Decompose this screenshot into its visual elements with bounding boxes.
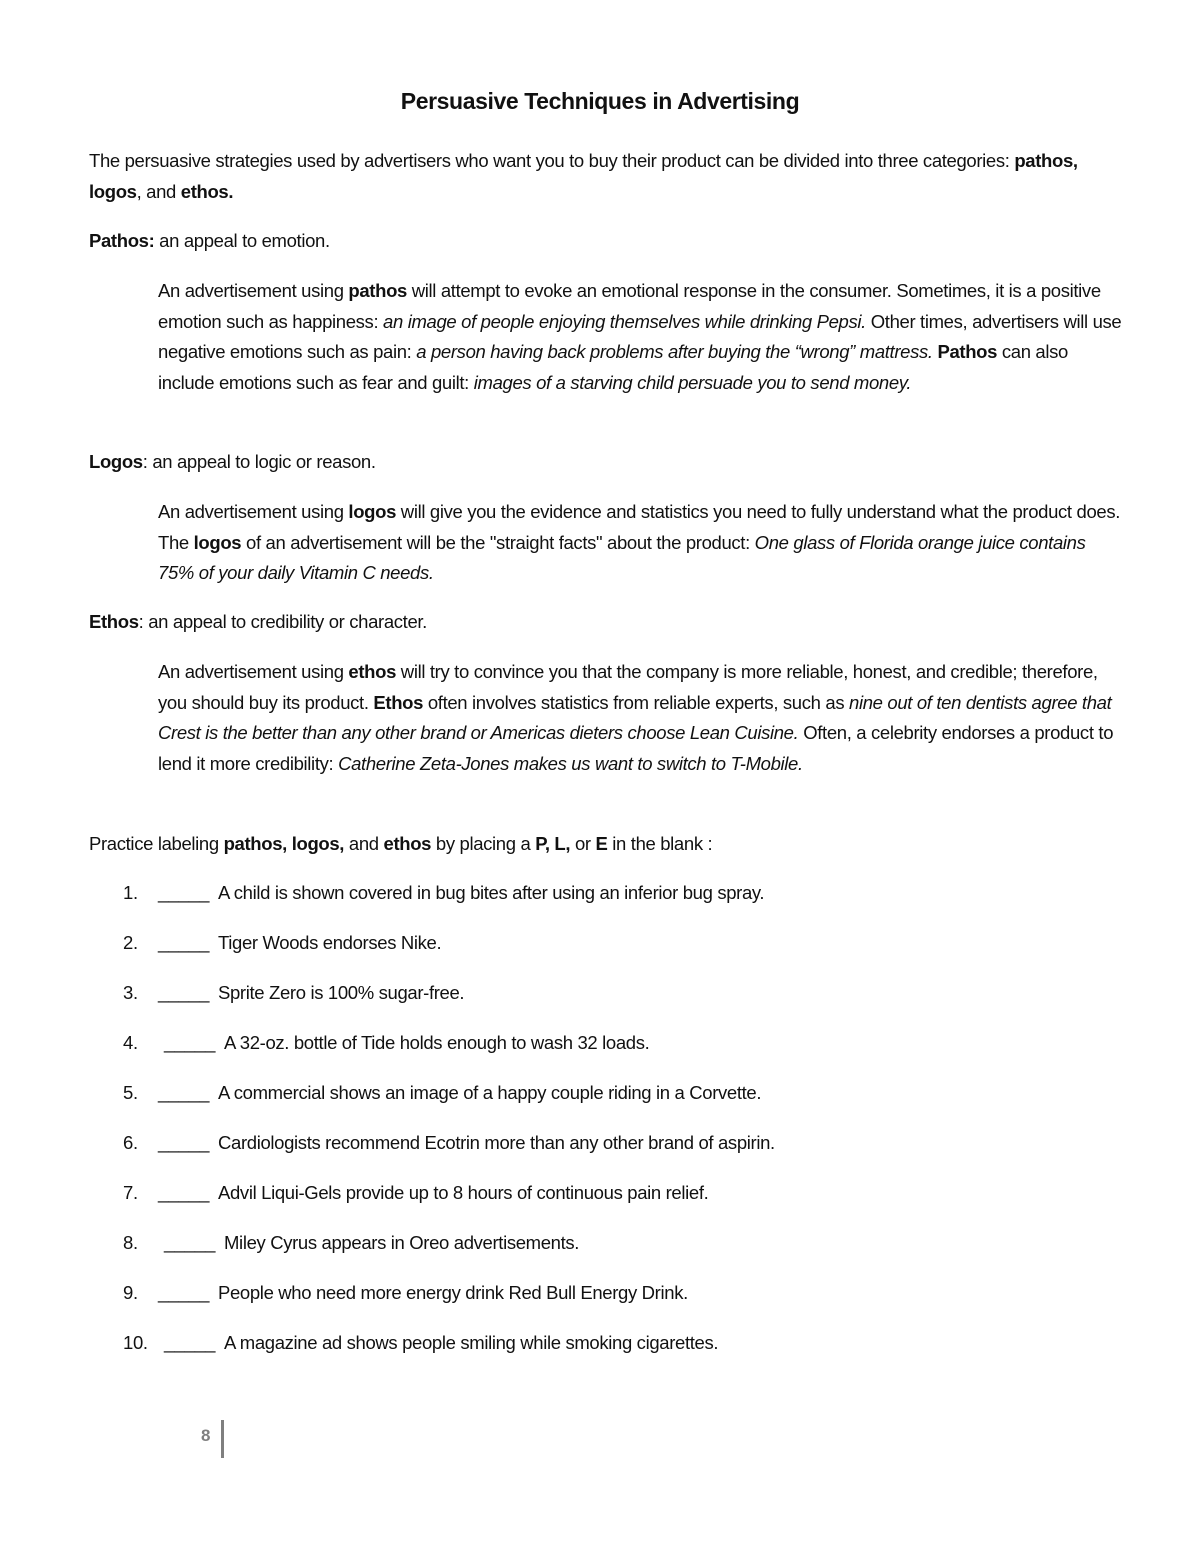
footer-divider xyxy=(221,1420,224,1458)
logos-paragraph xyxy=(158,497,1122,589)
item-text: Miley Cyrus appears in Oreo advertisements. xyxy=(224,1232,580,1253)
item-text: A child is shown covered in bug bites after using an inferior bug spray. xyxy=(218,882,765,903)
practice-bold: ethos xyxy=(383,833,432,854)
practice-text: Practice labeling xyxy=(89,833,224,854)
ethos-text: often involves statistics from reliable experts, such as xyxy=(423,691,850,713)
pathos-text: An advertisement using xyxy=(158,280,349,301)
item-text: Sprite Zero is 100% sugar-free. xyxy=(218,982,465,1003)
pathos-example: a person having back problems after buying the “wrong” mattress. xyxy=(416,341,933,362)
answer-blank[interactable]: _____ xyxy=(164,1232,216,1253)
answer-blank[interactable]: _____ xyxy=(164,1332,216,1353)
logos-example: One glass of Florida orange juice contains 75% of your daily Vitamin C needs. xyxy=(158,531,1086,583)
logos-definition xyxy=(89,447,1120,478)
ethos-text: Often, a celebrity endorses a product to lend it more credibility: xyxy=(158,722,1114,774)
pathos-text: can also include emotions such as fear and guilt: xyxy=(158,341,1068,393)
answer-blank[interactable]: _____ xyxy=(158,982,210,1003)
pathos-paragraph xyxy=(158,276,1122,398)
ethos-text: An advertisement using xyxy=(158,661,349,682)
item-number: 2. xyxy=(123,932,138,953)
item-number: 1. xyxy=(123,882,138,903)
item-number: 7. xyxy=(123,1182,138,1203)
item-number: 6. xyxy=(123,1132,138,1153)
pathos-example: images of a starving child persuade you to send money. xyxy=(473,371,912,393)
item-number: 9. xyxy=(123,1282,138,1303)
logos-definition-text: : an appeal to logic or reason. xyxy=(142,451,376,472)
intro-paragraph xyxy=(89,146,1120,207)
page-title: Persuasive Techniques in Advertising xyxy=(400,88,800,114)
intro-bold-ethos: ethos. xyxy=(180,180,234,202)
ethos-example: nine out of ten dentists agree that Crest is the better than any other brand or Americas dieters choose Lean Cuisine. xyxy=(158,691,1112,743)
ethos-bold: ethos xyxy=(348,661,397,682)
answer-blank[interactable]: _____ xyxy=(158,1082,210,1103)
logos-text: of an advertisement will be the "straight facts" about the product: xyxy=(241,531,755,553)
item-number: 4. xyxy=(123,1032,138,1053)
pathos-definition-text: an appeal to emotion. xyxy=(154,230,330,251)
practice-text: in the blank : xyxy=(607,833,713,854)
intro-text: The persuasive strategies used by advertisers who want you to buy their product can be divided into three categories: xyxy=(89,150,1015,171)
item-number: 10. xyxy=(123,1332,148,1353)
practice-bold: pathos, logos, xyxy=(223,833,345,854)
item-text: Cardiologists recommend Ecotrin more than any other brand of aspirin. xyxy=(218,1132,775,1153)
pathos-bold: pathos xyxy=(348,280,407,301)
item-text: Advil Liqui-Gels provide up to 8 hours of continuous pain relief. xyxy=(218,1182,709,1203)
practice-text: and xyxy=(344,833,384,854)
item-text: A commercial shows an image of a happy couple riding in a Corvette. xyxy=(218,1082,762,1103)
pathos-bold: Pathos xyxy=(937,341,998,362)
ethos-definition xyxy=(89,607,1120,638)
practice-bold: P, L, xyxy=(535,833,571,854)
ethos-example: Catherine Zeta-Jones makes us want to switch to T-Mobile. xyxy=(338,752,803,774)
pathos-text: Other times, advertisers will use negative emotions such as pain: xyxy=(158,310,1122,362)
item-text: A 32-oz. bottle of Tide holds enough to wash 32 loads. xyxy=(224,1032,650,1053)
intro-text: , and xyxy=(136,180,181,202)
pathos-text: will attempt to evoke an emotional response in the consumer. Sometimes, it is a positive emotion such as happiness: xyxy=(158,280,1101,332)
logos-bold: logos xyxy=(193,531,242,553)
item-text: People who need more energy drink Red Bull Energy Drink. xyxy=(218,1282,688,1303)
ethos-term: Ethos xyxy=(89,611,139,632)
item-text: Tiger Woods endorses Nike. xyxy=(218,932,442,953)
pathos-term: Pathos: xyxy=(89,230,155,251)
answer-blank[interactable]: _____ xyxy=(158,1132,210,1153)
practice-text: or xyxy=(570,833,596,854)
item-number: 8. xyxy=(123,1232,138,1253)
intro-bold-terms: pathos, logos xyxy=(89,150,1078,202)
logos-term: Logos xyxy=(89,451,143,472)
page-number: 8 xyxy=(201,1426,211,1445)
logos-bold: logos xyxy=(348,501,397,522)
ethos-definition-text: : an appeal to credibility or character. xyxy=(138,611,427,632)
practice-instructions xyxy=(89,829,1120,860)
logos-text: will give you the evidence and statistics you need to fully understand what the product does. The xyxy=(158,501,1121,553)
answer-blank[interactable]: _____ xyxy=(158,882,210,903)
answer-blank[interactable]: _____ xyxy=(158,932,210,953)
item-text: A magazine ad shows people smiling while smoking cigarettes. xyxy=(224,1332,719,1353)
item-number: 3. xyxy=(123,982,138,1003)
answer-blank[interactable]: _____ xyxy=(164,1032,216,1053)
practice-bold: E xyxy=(595,833,608,854)
ethos-bold: Ethos xyxy=(373,691,424,713)
pathos-definition xyxy=(89,226,1120,257)
pathos-example: an image of people enjoying themselves while drinking Pepsi. xyxy=(383,310,866,332)
item-number: 5. xyxy=(123,1082,138,1103)
ethos-text: will try to convince you that the company is more reliable, honest, and credible; therefore, you should buy its product. xyxy=(158,661,1098,713)
logos-text: An advertisement using xyxy=(158,501,349,522)
practice-text: by placing a xyxy=(431,833,536,854)
ethos-paragraph xyxy=(158,657,1122,779)
answer-blank[interactable]: _____ xyxy=(158,1282,210,1303)
answer-blank[interactable]: _____ xyxy=(158,1182,210,1203)
